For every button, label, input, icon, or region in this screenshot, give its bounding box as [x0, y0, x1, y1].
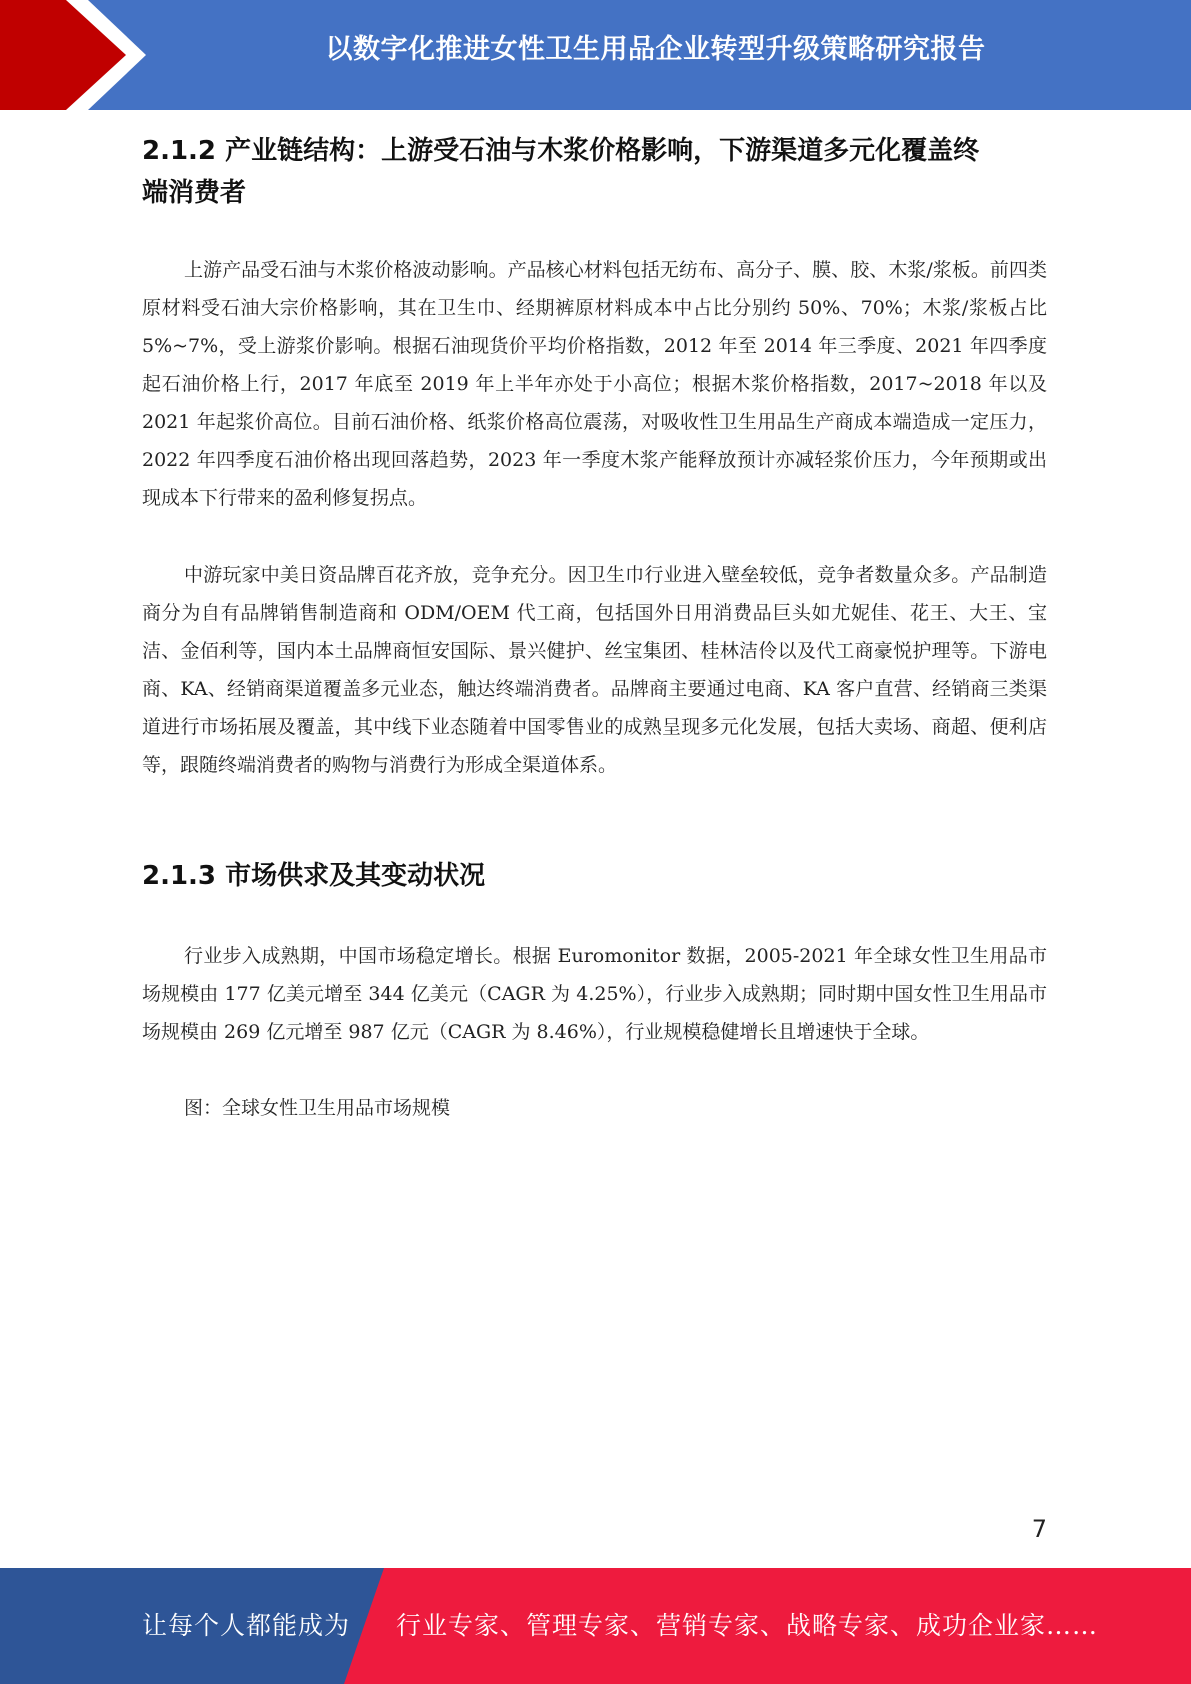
- section-heading: [142, 130, 1047, 214]
- page-footer: [0, 1568, 1191, 1684]
- section-heading-line: 端消费者: [142, 178, 247, 208]
- section-heading-line: 2.1.2 产业链结构：上游受石油与木浆价格影响，下游渠道多元化覆盖终: [142, 136, 980, 166]
- paragraph-market: [142, 937, 1047, 1051]
- body-paragraph: 中游玩家中美日资品牌百花齐放，竞争充分。因卫生巾行业进入壁垒较低，竞争者数量众多。产品制造商分为自有品牌销售制造商和 ODM/OEM 代工商，包括国外日用消费品巨头如尤妮佳、花王、大王、宝洁、金佰利等，国内本土品牌商恒安国际、景兴健护、丝宝集团、桂林洁伶以及代工商豪悦护理等。下游电商、KA、经销商渠道覆盖多元业态，触达终端消费者。品牌商主要通过电商、KA 客户直营、经销商三类渠道进行市场拓展及覆盖，其中线下业态随着中国零售业的成熟呈现多元化发展，包括大卖场、商超、便利店等，跟随终端消费者的购物与消费行为形成全渠道体系。: [142, 564, 1047, 776]
- figure-caption: 图：全球女性卫生用品市场规模: [184, 1097, 451, 1119]
- paragraph-upstream: [142, 251, 1047, 517]
- footer-slogan-left: 让每个人都能成为: [142, 1611, 351, 1640]
- section-heading-line: 2.1.3 市场供求及其变动状况: [142, 861, 486, 891]
- paragraph-midstream: [142, 556, 1047, 784]
- section-heading: [142, 855, 1047, 897]
- section-2-1-2: [142, 130, 1047, 214]
- section-2-1-3: [142, 855, 1047, 897]
- page-number: 7: [1031, 1515, 1047, 1543]
- body-paragraph: 上游产品受石油与木浆价格波动影响。产品核心材料包括无纺布、高分子、膜、胶、木浆/浆板。前四类原材料受石油大宗价格影响，其在卫生巾、经期裤原材料成本中占比分别约 50%、70%；木浆/浆板占比 5%~7%，受上游浆价影响。根据石油现货价平均价格指数，2012 年至 2014 年三季度、2021 年四季度起石油价格上行，2017 年底至 2019 年上半年亦处于小高位；根据木浆价格指数，2017~2018 年以及 2021 年起浆价高位。目前石油价格、纸浆价格高位震荡，对吸收性卫生用品生产商成本端造成一定压力，2022 年四季度石油价格出现回落趋势，2023 年一季度木浆产能释放预计亦减轻浆价压力，今年预期或出现成本下行带来的盈利修复拐点。: [142, 259, 1047, 509]
- body-paragraph: 行业步入成熟期，中国市场稳定增长。根据 Euromonitor 数据，2005-2021 年全球女性卫生用品市场规模由 177 亿美元增至 344 亿美元（CAGR 为 4.25%），行业步入成熟期；同时期中国女性卫生用品市场规模由 269 亿元增至 987 亿元（CAGR 为 8.46%），行业规模稳健增长且增速快于全球。: [142, 945, 1047, 1043]
- footer-slogan-right: 行业专家、管理专家、营销专家、战略专家、成功企业家……: [396, 1611, 1099, 1640]
- figure-caption-block: [142, 1089, 1047, 1127]
- header-title: 以数字化推进女性卫生用品企业转型升级策略研究报告: [325, 34, 986, 65]
- page-header: [0, 0, 1191, 110]
- header-arrow-icon: [0, 0, 150, 110]
